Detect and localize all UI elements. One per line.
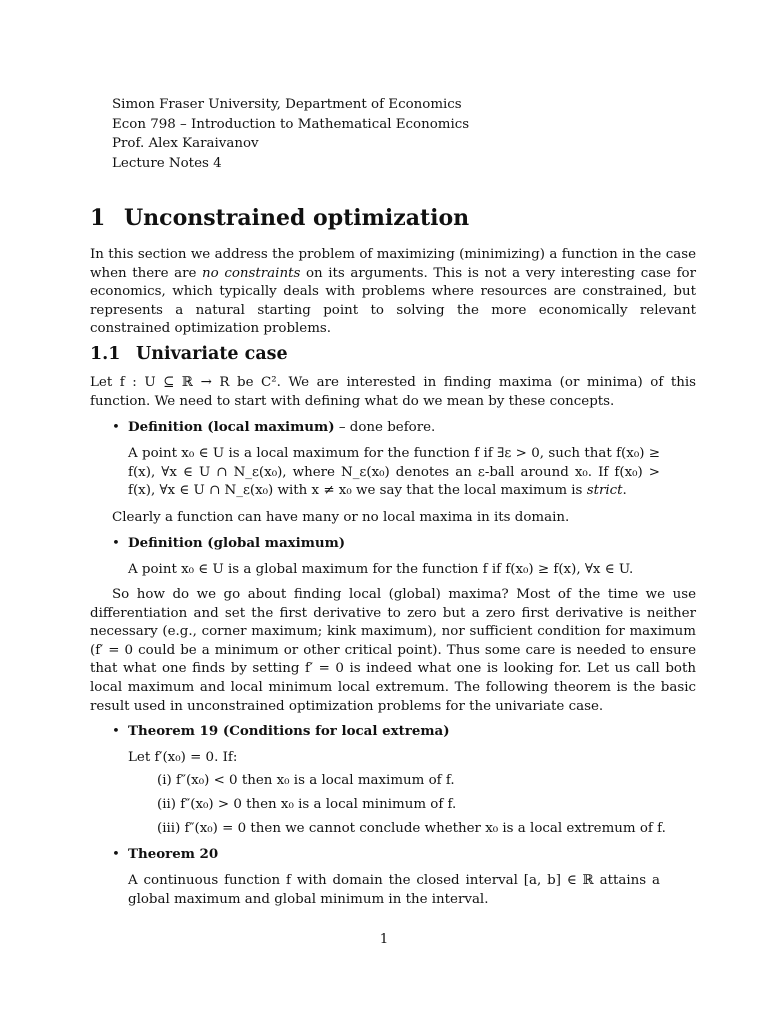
bullet: • (112, 847, 120, 862)
subsection-title: Univariate case (136, 344, 288, 364)
emphasis-strict: strict (586, 483, 623, 499)
subsection-heading (90, 344, 288, 364)
theorem-19-case: (iii) f″(x₀) = 0 then we cannot conclude whether x₀ is a local extremum of f. (157, 821, 666, 836)
header-institution: Simon Fraser University, Department of Economics (112, 97, 462, 112)
header-notes: Lecture Notes 4 (112, 155, 222, 171)
theorem-20-body: A continuous function f with domain the closed interval [a, b] ∈ ℝ attains a global maximum and global minimum in the interval. (128, 873, 660, 907)
bullet: • (112, 724, 120, 739)
header-instructor: Prof. Alex Karaivanov (112, 136, 259, 151)
local-maxima-remark: Clearly a function can have many or no local maxima in its domain. (112, 510, 570, 525)
definition-local-maximum-heading (112, 419, 435, 435)
discussion-paragraph: So how do we go about finding local (global) maxima? Most of the time we use differentiation and set the first derivative to zero but a zero first derivative is neither necessary (e.g., corner maximum; kink maximum), nor sufficient condition for maximum (f′ = 0 could be a minimum or other critical point). Thus some care is needed to ensure that what one finds by setting f′ = 0 is indeed what one is looking for. Let us call both local maximum and local minimum local extremum. The following theorem is the basic result used in unconstrained optimization problems for the univariate case. (90, 587, 696, 714)
theorem-title: Theorem 19 (Conditions for local extrema) (128, 723, 450, 739)
theorem-title: Theorem 20 (128, 846, 219, 862)
bullet: • (112, 420, 120, 435)
page-number: 1 (379, 932, 389, 947)
theorem-19-lead: Let f′(x₀) = 0. If: (128, 750, 238, 765)
theorem-19-case: (i) f″(x₀) < 0 then x₀ is a local maximum of f. (157, 773, 455, 788)
theorem-20-heading (112, 846, 218, 862)
definition-title: Definition (local maximum) (128, 419, 335, 435)
univariate-intro-paragraph: Let f : U ⊆ ℝ → R be C². We are interested in finding maxima (or minima) of this function. We need to start with defining what do we mean by these concepts. (90, 375, 696, 409)
intro-paragraph: In this section we address the problem of maximizing (minimizing) a function in the case when there are no constraints on its arguments. This is not a very interesting case for economics, which typically deals with problems where resources are constrained, but represents a natural starting point to solving the more economically relevant constrained optimization problems. (90, 247, 697, 337)
document-header (112, 95, 469, 173)
header-course: Econ 798 – Introduction to Mathematical Economics (112, 116, 470, 132)
definition-note: – done before. (334, 420, 436, 435)
definition-local-maximum-body: A point x₀ ∈ U is a local maximum for the function f if ∃ε > 0, such that f(x₀) ≥ f(x), ∀x ∈ U ∩ N_ε(x₀), where N_ε(x₀) denotes an ε-ball around x₀. If f(x₀) > f(x), ∀x ∈ U ∩ N_ε(x₀) with x ≠ x₀ we say that the local maximum is strict. (128, 446, 660, 499)
section-title: Unconstrained optimization (124, 205, 470, 231)
definition-global-maximum-body: A point x₀ ∈ U is a global maximum for the function f if f(x₀) ≥ f(x), ∀x ∈ U. (128, 562, 634, 577)
bullet: • (112, 536, 120, 551)
section-heading (90, 205, 469, 231)
definition-title: Definition (global maximum) (128, 535, 346, 551)
section-number: 1 (90, 205, 106, 231)
definition-global-maximum-heading (112, 535, 345, 551)
theorem-19-case: (ii) f″(x₀) > 0 then x₀ is a local minimum of f. (157, 797, 457, 812)
emphasis-no-constraints: no constraints (202, 265, 301, 281)
subsection-number: 1.1 (90, 344, 121, 364)
theorem-19-heading (112, 723, 450, 739)
